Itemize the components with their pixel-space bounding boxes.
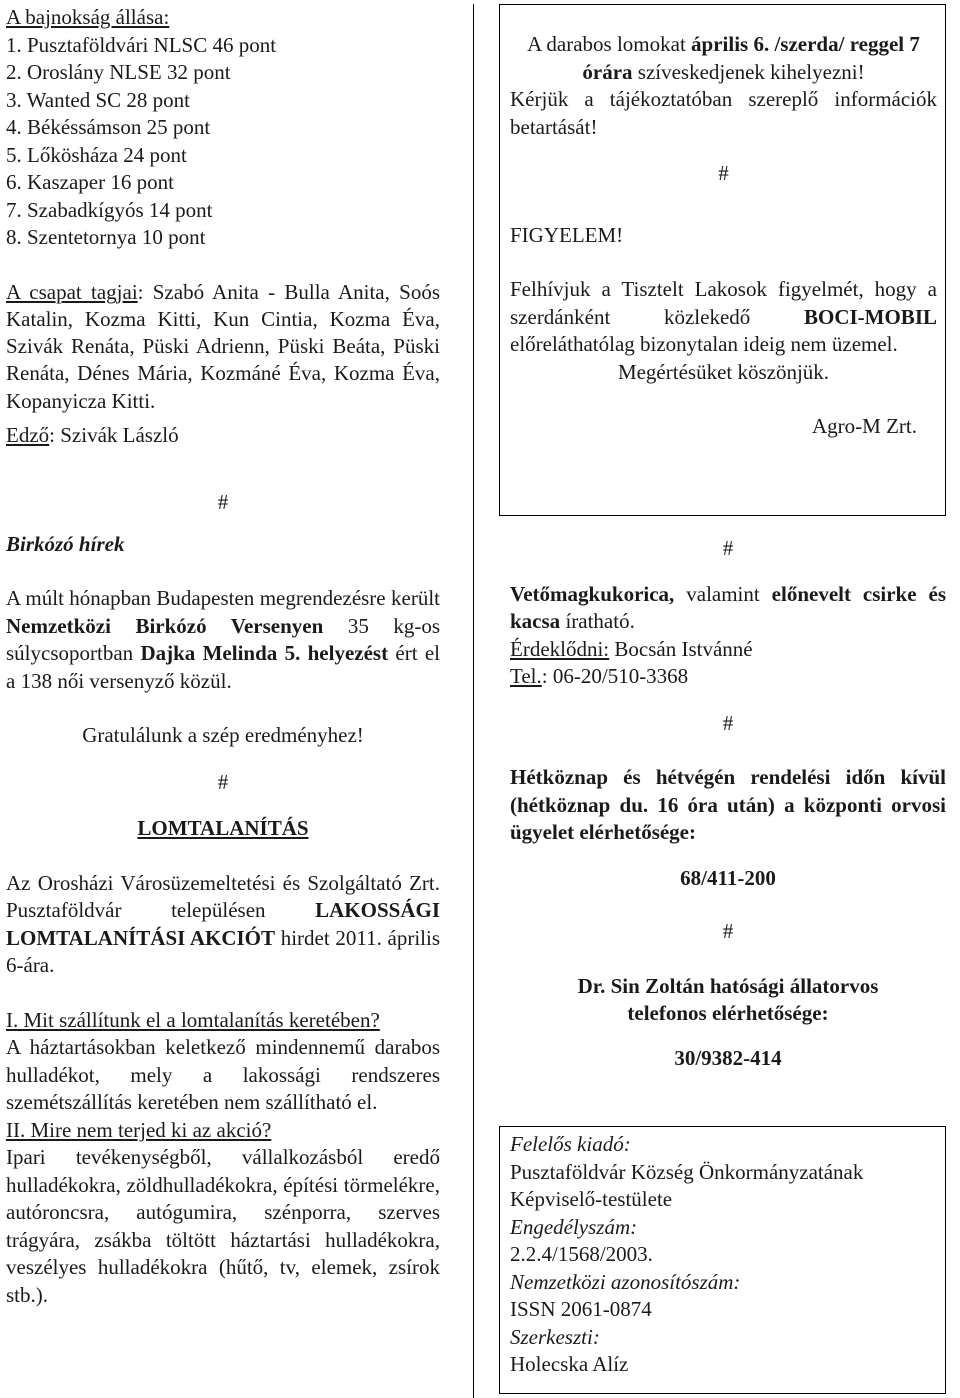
imprint-box (499, 1126, 946, 1394)
right-content (510, 535, 946, 1072)
separator-hash: # (722, 919, 734, 943)
question-2: II. Mire nem terjed ki az akció? (6, 1117, 272, 1142)
standings-item: 4. Békéssámson 25 pont (6, 115, 211, 139)
vet-phone: 30/9382-414 (674, 1045, 782, 1070)
duty-phone: 68/411-200 (680, 865, 776, 890)
separator-hash: # (217, 769, 229, 794)
left-column (6, 4, 440, 1309)
standings-title: A bajnokság állása: (6, 5, 170, 29)
standings-item: 7. Szabadkígyós 14 pont (6, 197, 213, 222)
congrats: Gratulálunk a szép eredményhez! (82, 723, 364, 748)
separator-hash: # (722, 710, 734, 735)
inquiry: Érdeklődni: Bocsán Istvánné (510, 636, 753, 661)
wrestling-text: A múlt hónapban Budapesten megrendezésre került Nemzetközi Birkózó Versenyen 35 kg-os súlycsoportban Dajka Melinda 5. helyezést ért el a 138 női versenyző közül. (6, 586, 441, 693)
standings-item: 8. Szentetornya 10 pont (6, 225, 206, 249)
separator-hash: # (217, 490, 229, 515)
signature: Agro-M Zrt. (812, 414, 917, 438)
info-notice: Kérjük a tájékoztatóban szereplő információk betartását! (510, 87, 937, 139)
license: 2.2.4/1568/2003. (510, 1242, 653, 1266)
standings-item: 2. Oroslány NLSE 32 pont (6, 60, 231, 84)
issn-label: Nemzetközi azonosítószám: (510, 1269, 741, 1294)
figyelem-text: Felhívjuk a Tisztelt Lakosok figyelmét, hogy a szerdánként közlekedő BOCI-MOBIL előreláthatólag bizonytalan ideig nem üzemel. (510, 277, 937, 356)
team-members (6, 279, 440, 415)
standings-item: 1. Pusztaföldvári NLSC 46 pont (6, 32, 277, 57)
coach (6, 422, 440, 450)
separator-hash: # (722, 536, 734, 560)
standings-item: 6. Kaszaper 16 pont (6, 170, 174, 194)
publisher-label: Felelős kiadó: (510, 1132, 631, 1156)
column-divider (473, 4, 474, 1398)
seed-ad: Vetőmagkukorica, valamint előnevelt csirke és kacsa íratható. (510, 581, 946, 633)
standings-item: 3. Wanted SC 28 pont (6, 87, 191, 112)
wrestling-title: Birkózó hírek (6, 531, 125, 556)
team-label: A csapat tagjai (6, 279, 138, 304)
standings-list (6, 32, 440, 252)
pickup-notice: A darabos lomokat április 6. /szerda/ reggel 7 órára szíveskedjenek kihelyezni! (527, 32, 920, 84)
editor: Holecska Alíz (510, 1352, 629, 1376)
team-text: : Szabó Anita - Bulla Anita, Soós Katalin, Kozma Kitti, Kun Cintia, Kozma Éva, Szivák Renáta, Püski Adrienn, Püski Beáta, Püski Renáta, Dénes Mária, Kozmáné Éva, Kozma Éva, Kopanyicza Kitti. (6, 279, 440, 413)
coach-text: : Szivák László (49, 422, 179, 447)
question-1: I. Mit szállítunk el a lomtalanítás keretében? (6, 1007, 380, 1032)
license-label: Engedélyszám: (510, 1214, 638, 1239)
separator-hash: # (718, 161, 729, 185)
thanks-text: Megértésüket köszönjük. (617, 359, 830, 384)
editor-label: Szerkeszti: (510, 1324, 600, 1349)
vet-text: Dr. Sin Zoltán hatósági állatorvos telefonos elérhetősége: (577, 973, 879, 1025)
publisher: Pusztaföldvár Község Önkormányzatának Képviselő-testülete (510, 1159, 864, 1211)
answer-2: Ipari tevékenységből, vállalkozásból eredő hulladékokra, zöldhulladékokra, építési törmelékre, autóroncsra, autógumira, szénporra, szerves trágyára, zsákba töltött háztartási hulladékokra, veszélyes hulladékokra (hűtő, tv, elemek, zsírok stb.). (6, 1145, 440, 1307)
figyelem-title: FIGYELEM! (510, 222, 624, 247)
issn: ISSN 2061-0874 (510, 1297, 652, 1321)
lomtalanitas-title: LOMTALANÍTÁS (137, 816, 309, 841)
lomtalanitas-text: Az Orosházi Városüzemeltetési és Szolgáltató Zrt. Pusztaföldvár településen LAKOSSÁGI LOMTALANÍTÁSI AKCIÓT hirdet 2011. április 6-ára. (6, 870, 440, 978)
coach-label: Edző (6, 422, 50, 447)
telephone: Tel.: 06-20/510-3368 (510, 664, 689, 688)
standings-item: 5. Lőkösháza 24 pont (6, 142, 187, 167)
answer-1: A háztartásokban keletkező mindennemű darabos hulladékot, mely a lakossági rendszeres szemétszállítás keretében nem szállítható el. (6, 1035, 440, 1115)
announcement-box (499, 4, 946, 516)
duty-text: Hétköznap és hétvégén rendelési időn kívül (hétköznap du. 16 óra után) a központi orvosi ügyelet elérhetősége: (510, 765, 946, 844)
